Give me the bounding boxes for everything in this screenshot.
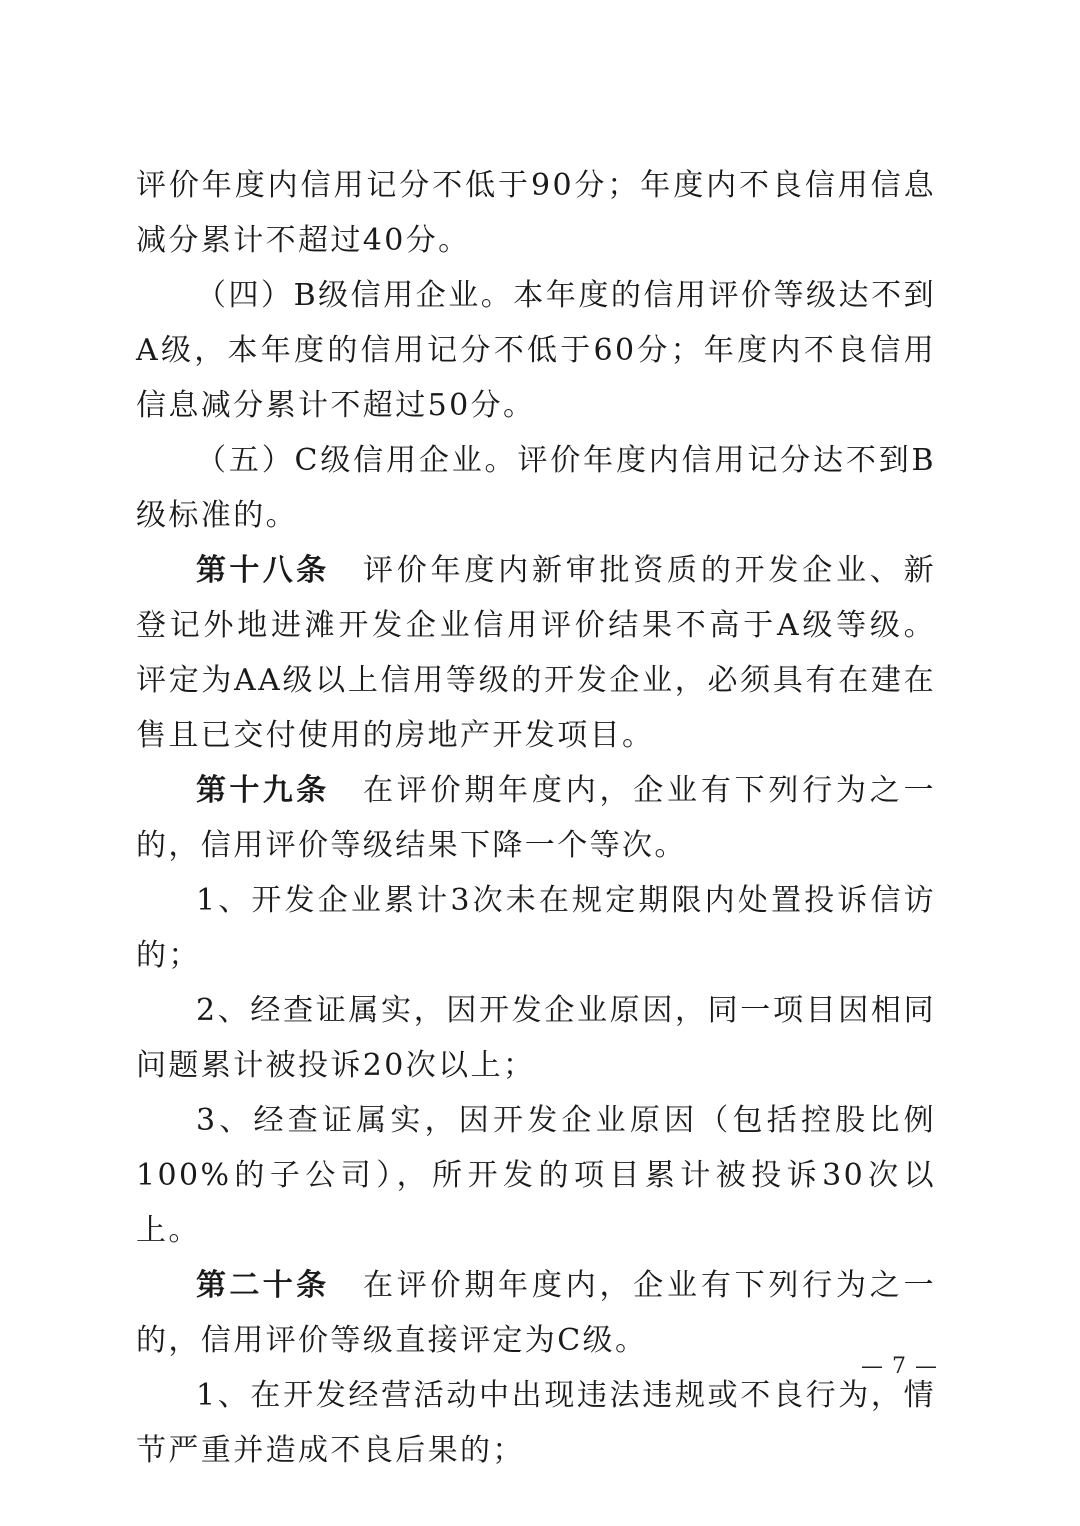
article-19 — [136, 763, 936, 873]
paragraph-text: 3、经查证属实，因开发企业原因（包括控股比例100%的子公司），所开发的项目累计被投诉30次以上。 — [136, 1103, 936, 1248]
paragraph-text: 在评价期年度内，企业有下列行为之一的，信用评价等级结果下降一个等次。 — [136, 773, 936, 863]
list-item-19-1 — [136, 873, 936, 983]
paragraph-text: 在评价期年度内，企业有下列行为之一的，信用评价等级直接评定为C级。 — [136, 1268, 936, 1358]
paragraph-1 — [136, 158, 936, 268]
paragraph-text: 评价年度内信用记分不低于90分；年度内不良信用信息减分累计不超过40分。 — [136, 168, 936, 258]
article-heading: 第十八条 — [196, 553, 330, 588]
paragraph-text: （四）B级信用企业。本年度的信用评价等级达不到A级，本年度的信用记分不低于60分；年度内不良信用信息减分累计不超过50分。 — [136, 278, 936, 423]
article-heading: 第十九条 — [196, 773, 330, 808]
list-item-19-3 — [136, 1093, 936, 1258]
paragraph-text: 1、在开发经营活动中出现违法违规或不良行为，情节严重并造成不良后果的； — [136, 1378, 936, 1468]
paragraph-grade-c — [136, 433, 936, 543]
paragraph-grade-b — [136, 268, 936, 433]
paragraph-text: 2、经查证属实，因开发企业原因，同一项目因相同问题累计被投诉20次以上； — [136, 993, 936, 1083]
paragraph-text: （五）C级信用企业。评价年度内信用记分达不到B级标准的。 — [136, 443, 936, 533]
document-body — [136, 158, 936, 1478]
page-number: — 7 — — [861, 1354, 938, 1379]
paragraph-text: 评价年度内新审批资质的开发企业、新登记外地进滩开发企业信用评价结果不高于A级等级。评定为AA级以上信用等级的开发企业，必须具有在建在售且已交付使用的房地产开发项目。 — [136, 553, 936, 753]
article-18 — [136, 543, 936, 763]
article-heading: 第二十条 — [196, 1268, 330, 1303]
list-item-20-1 — [136, 1368, 936, 1478]
article-20 — [136, 1258, 936, 1368]
list-item-19-2 — [136, 983, 936, 1093]
paragraph-text: 1、开发企业累计3次未在规定期限内处置投诉信访的； — [136, 883, 936, 973]
